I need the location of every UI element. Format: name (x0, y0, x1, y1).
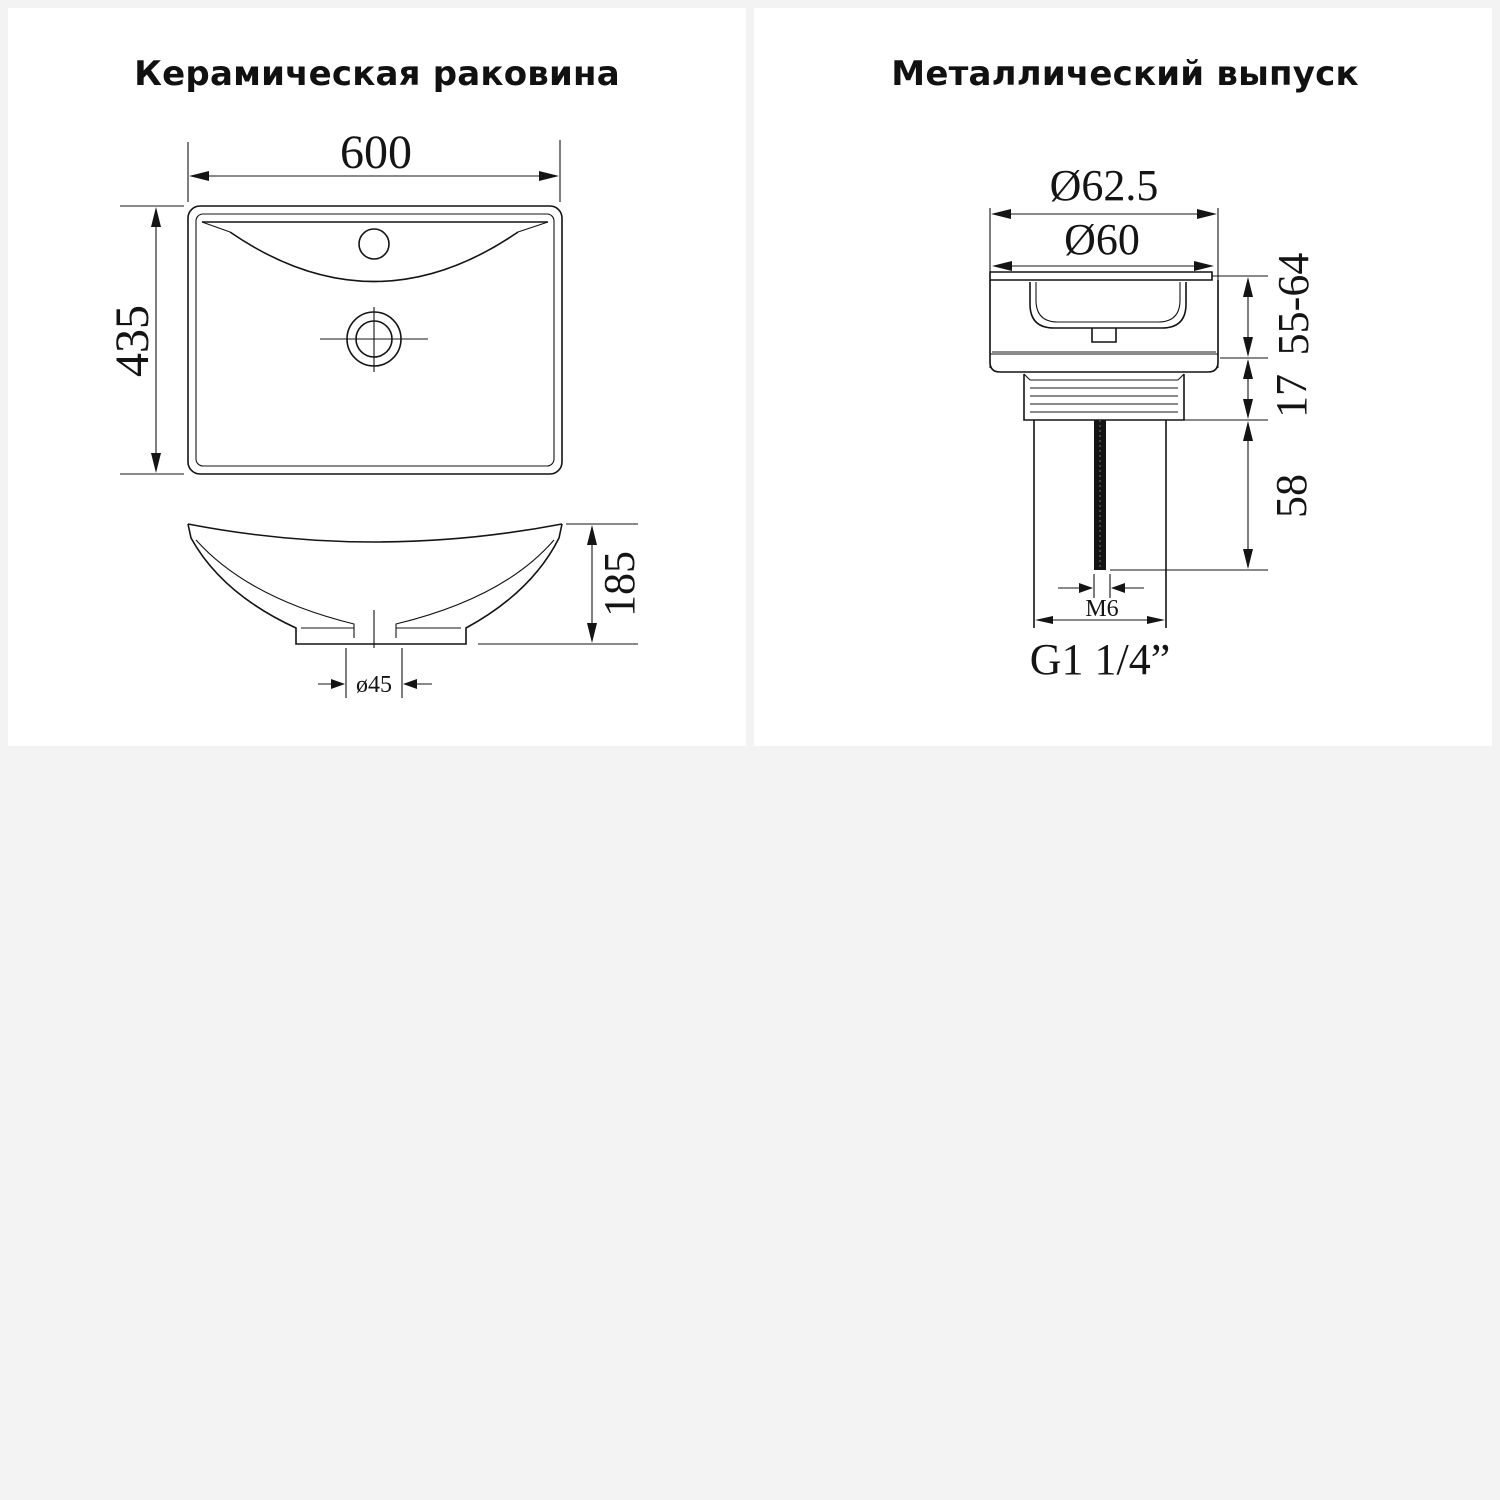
flange-height-value: 17 (1267, 374, 1316, 418)
sink-bowl-inner-left (196, 540, 354, 638)
drain-diameter-dimension (318, 648, 432, 698)
thread-lines (1030, 380, 1178, 412)
drain-diameter-value: ø45 (356, 672, 392, 698)
drain-title: Металлический выпуск (891, 54, 1359, 94)
depth-dimension (106, 206, 184, 474)
height-dimension (478, 524, 644, 644)
sink-deck-ends (202, 222, 548, 232)
inner-diameter-dimension (992, 215, 1214, 271)
drain-drawing (754, 8, 1492, 746)
sink-inner-rim (196, 214, 554, 466)
faucet-hole (359, 229, 389, 259)
thread-dimension (1030, 616, 1171, 684)
sink-side-view (188, 524, 562, 648)
drain-stem-top (1092, 328, 1116, 342)
drain-flange (990, 280, 1218, 372)
sink-drawing (8, 8, 746, 746)
drain-thread (1024, 374, 1184, 420)
width-dimension (188, 126, 560, 202)
drain-body (990, 272, 1218, 628)
adjustable-length-value: 55-64 (1269, 252, 1318, 356)
sink-outer-rim (188, 206, 562, 474)
adjustable-length-dimension (1212, 253, 1318, 358)
sink-top-view (188, 206, 562, 474)
outer-diameter-value: Ø62.5 (1049, 161, 1159, 210)
thread-value: G1 1/4” (1029, 635, 1171, 684)
outer-diameter-dimension (990, 161, 1218, 368)
flange-height-dimension (1243, 359, 1316, 419)
bolt-value: M6 (1085, 596, 1119, 622)
sink-side-top-edge (188, 524, 562, 542)
drain-cap (990, 272, 1212, 280)
drain-panel (754, 8, 1492, 746)
tail-length-value: 58 (1267, 474, 1316, 518)
tail-length-dimension (1110, 420, 1316, 570)
bolt-dimension (1058, 574, 1144, 622)
drain-symbol (320, 307, 428, 372)
drain-plug (1030, 282, 1186, 328)
sink-deck-curve (230, 232, 518, 282)
sink-title: Керамическая раковина (134, 54, 620, 94)
height-value: 185 (595, 551, 644, 617)
inner-diameter-value: Ø60 (1064, 215, 1140, 264)
depth-value: 435 (106, 305, 159, 377)
sink-panel (8, 8, 746, 746)
width-value: 600 (340, 126, 412, 179)
